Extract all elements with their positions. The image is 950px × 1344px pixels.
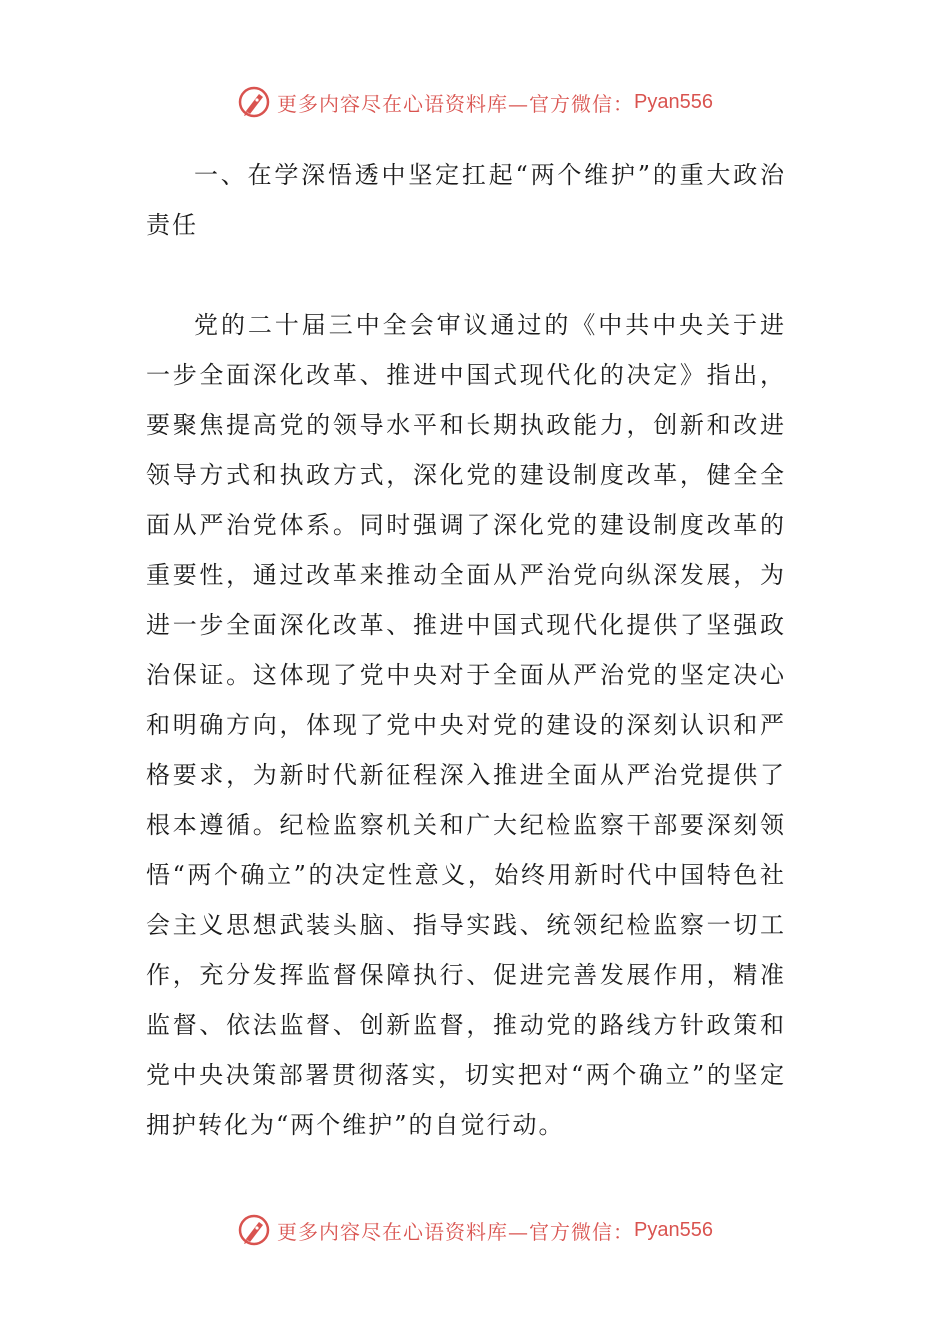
watermark-text: 更多内容尽在心语资料库—官方微信：: [277, 1219, 635, 1244]
section-heading: 一、在学深悟透中坚定扛起“两个维护”的重大政治责任: [146, 161, 786, 239]
header-watermark: [0, 82, 950, 122]
watermark-handle: Pyan556: [634, 90, 713, 113]
body-paragraph: 党的二十届三中全会审议通过的《中共中央关于进一步全面深化改革、推进中国式现代化的决定》指出，要聚焦提高党的领导水平和长期执政能力，创新和改进领导方式和执政方式，深化党的建设制度改革，健全全面从严治党体系。同时强调了深化党的建设制度改革的重要性，通过改革来推动全面从严治党向纵深发展，为进一步全面深化改革、推进中国式现代化提供了坚强政治保证。这体现了党中央对于全面从严治党的坚定决心和明确方向，体现了党中央对党的建设的深刻认识和严格要求，为新时代新征程深入推进全面从严治党提供了根本遵循。纪检监察机关和广大纪检监察干部要深刻领悟“两个确立”的决定性意义，始终用新时代中国特色社会主义思想武装头脑、指导实践、统领纪检监察一切工作，充分发挥监督保障执行、促进完善发展作用，精准监督、依法监督、创新监督，推动党的路线方针政策和党中央决策部署贯彻落实，切实把对“两个确立”的坚定拥护转化为“两个维护”的自觉行动。: [146, 311, 786, 1139]
watermark-handle: Pyan556: [634, 1218, 713, 1241]
pen-nib-icon: [237, 85, 271, 119]
footer-watermark: [0, 1210, 950, 1250]
watermark-text: 更多内容尽在心语资料库—官方微信：: [277, 91, 635, 116]
pen-nib-icon: [237, 1213, 271, 1247]
document-body: [146, 150, 786, 1174]
